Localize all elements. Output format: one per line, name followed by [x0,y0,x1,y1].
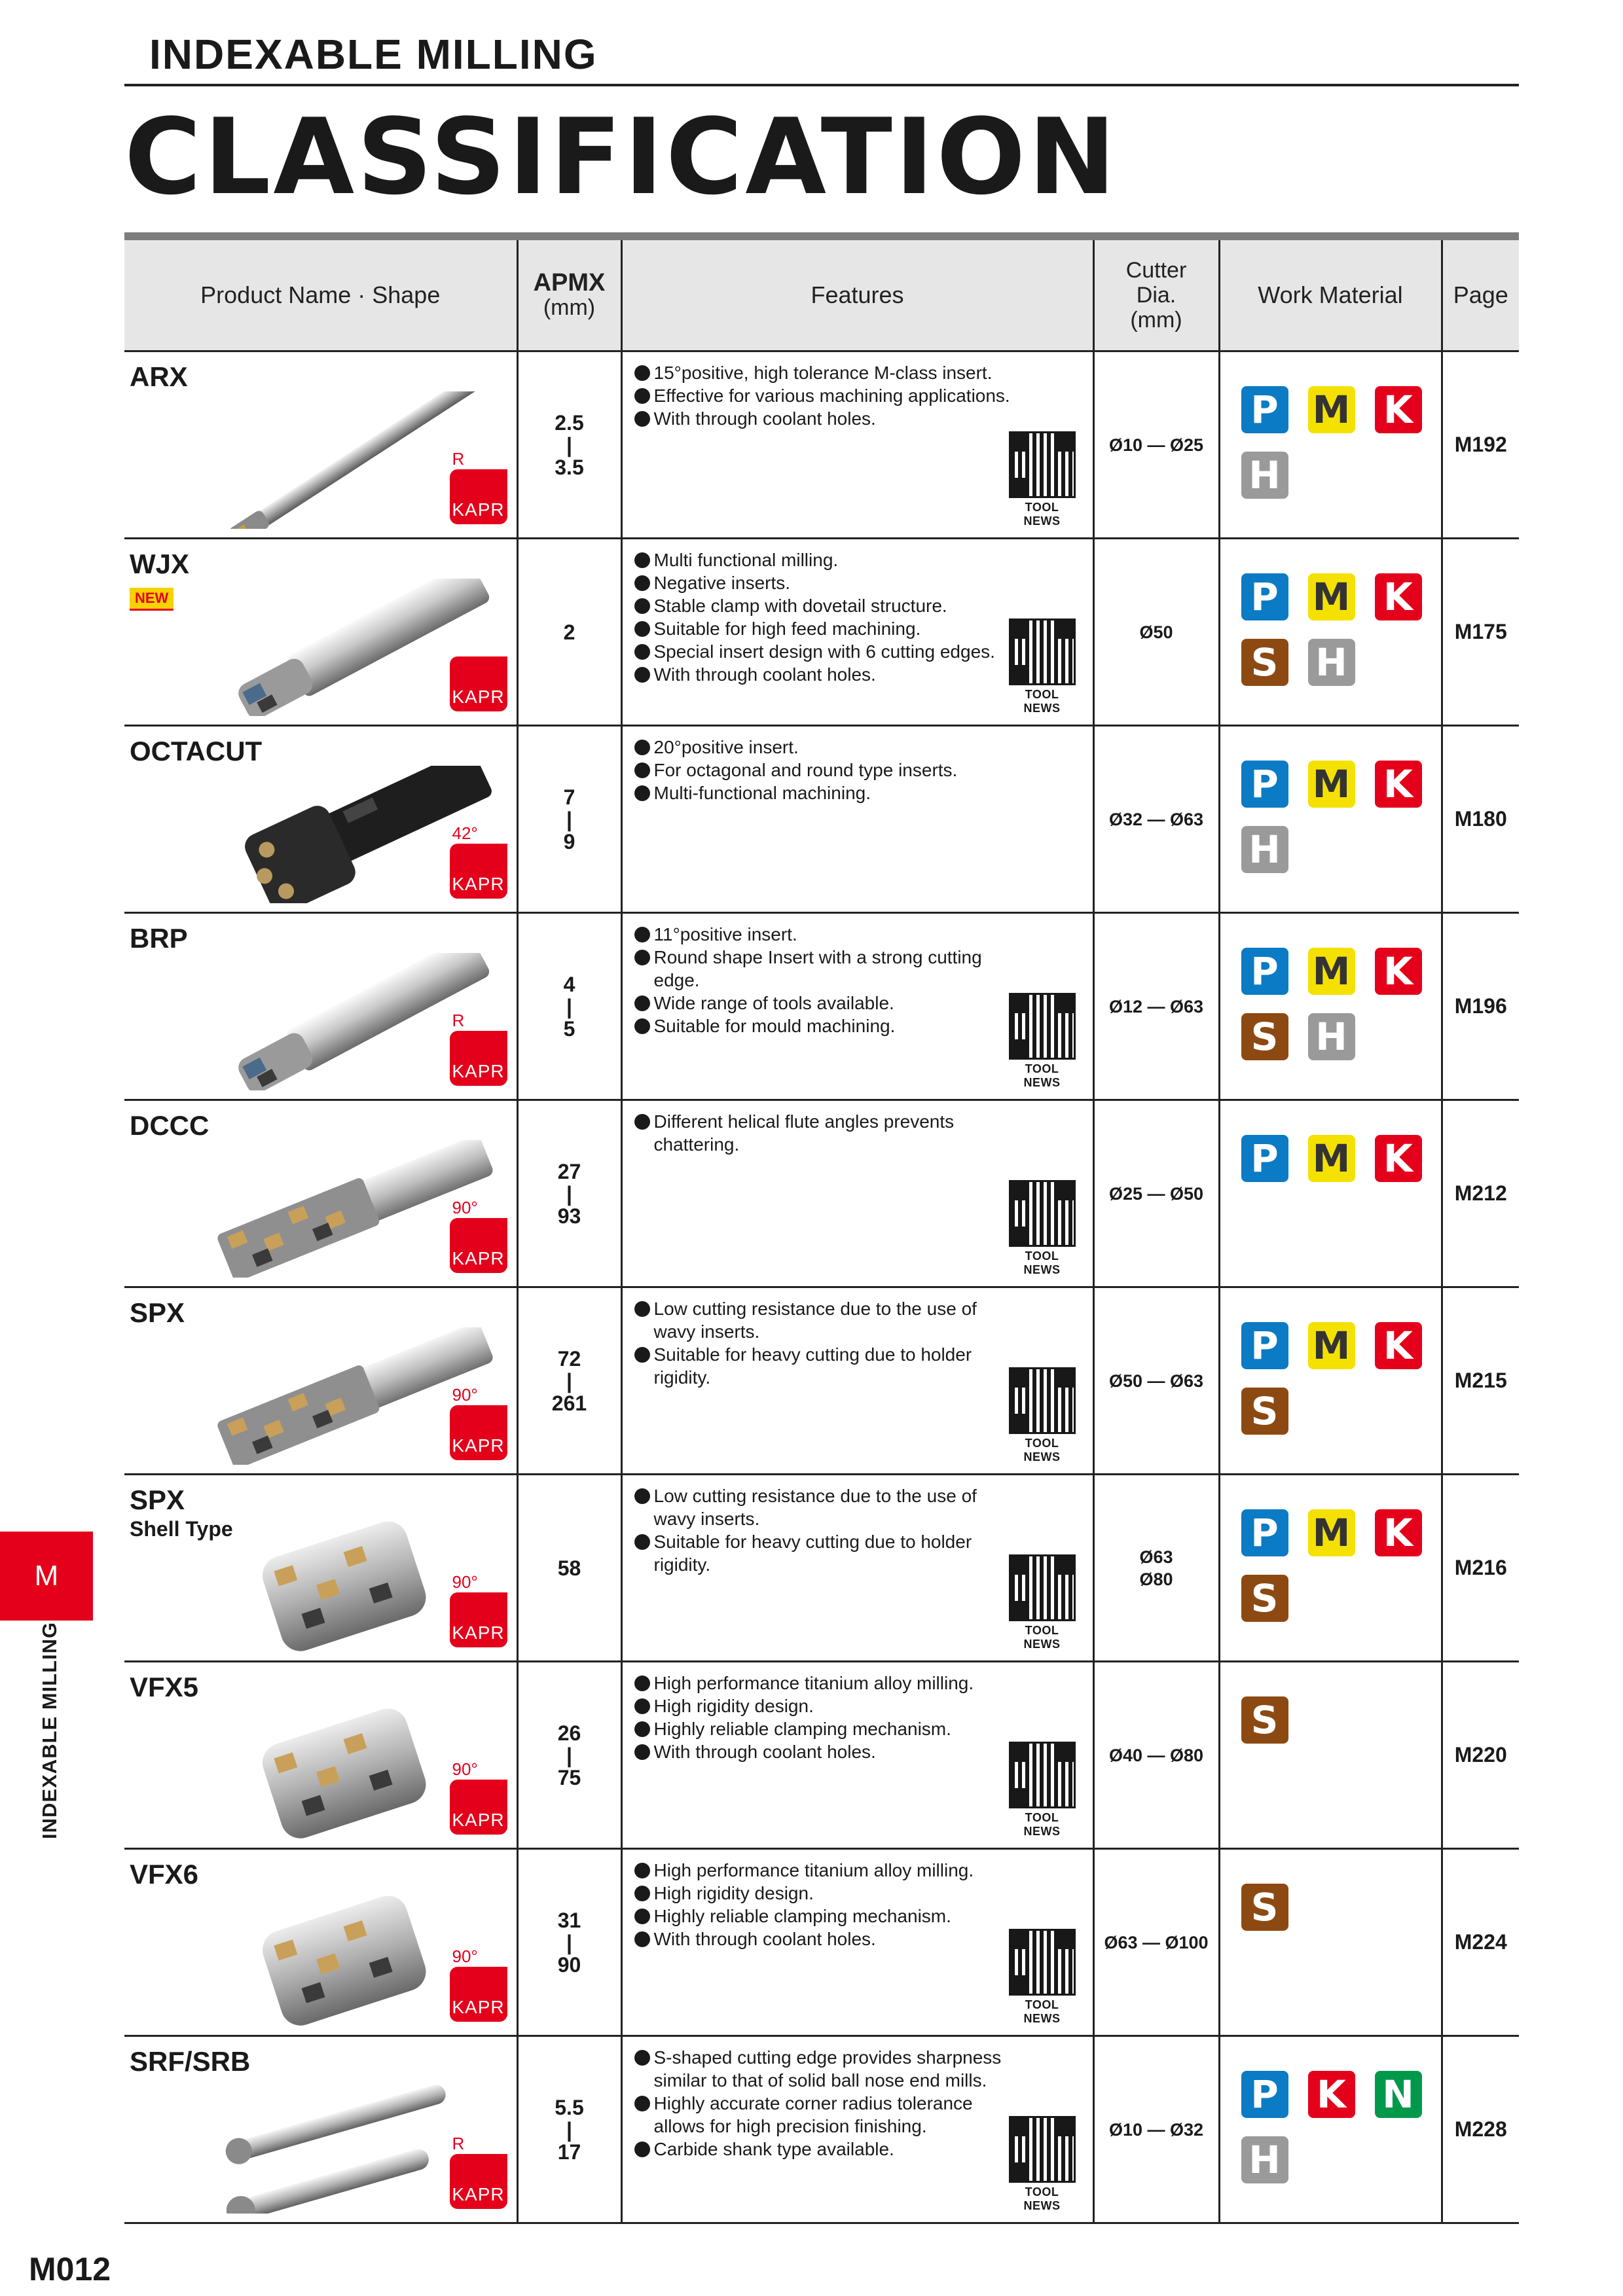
material-s-icon: S [1241,1696,1288,1744]
apmx-cell [517,1100,621,1287]
apmx-value: 93 [557,1204,581,1228]
table-row [124,1287,1519,1475]
header-apmx: APMX (mm) [517,240,621,351]
feature-item: Suitable for high feed machining. [634,617,1021,640]
feature-item: Stable clamp with dovetail structure. [634,594,1021,617]
kapr-badge: KAPR [450,1592,507,1647]
cutter-dia-cell [1093,1475,1219,1662]
feature-item: Carbide shank type available. [634,2138,1021,2161]
product-name[interactable]: VFX5 [130,1672,199,1702]
feature-item: Multi functional milling. [634,548,1021,571]
product-name[interactable]: ARX [130,361,188,392]
table-header-row [124,240,1519,351]
feature-item: High rigidity design. [634,1695,1021,1717]
product-cell [124,1849,517,2036]
feature-item: 20°positive insert. [634,736,1021,759]
features-cell [621,913,1093,1100]
cutter-dia-cell [1093,2036,1219,2223]
apmx-value: 2 [563,620,575,644]
material-s-icon: S [1241,1388,1288,1435]
feature-item: Special insert design with 6 cutting edges. [634,640,1021,663]
product-subtitle: Shell Type [130,1517,233,1541]
material-h-icon: H [1241,2136,1288,2183]
feature-item: Suitable for heavy cutting due to holder rigidity. [634,1530,1021,1576]
page-reference[interactable]: M212 [1442,1100,1519,1287]
tool-news-qr[interactable] [1006,2116,1078,2213]
table-row [124,351,1519,539]
cutter-dia-value: Ø32 — Ø63 [1108,809,1204,829]
material-s-icon: S [1241,1884,1288,1931]
feature-item: Different helical flute angles prevents chattering. [634,1110,1021,1156]
page-reference[interactable]: M228 [1442,2036,1519,2223]
apmx-value: 7 [563,785,575,809]
apmx-cell [517,726,621,913]
kapr-angle: 90° [452,1946,478,1966]
cutter-dia-cell [1093,726,1219,913]
feature-item: For octagonal and round type inserts. [634,759,1021,781]
cutter-dia-value: Ø50 [1139,622,1173,642]
apmx-cell [517,351,621,539]
material-k-icon: K [1308,2071,1355,2118]
feature-item: Highly reliable clamping mechanism. [634,1905,1021,1928]
material-k-icon: K [1375,1322,1422,1369]
kapr-angle: 42° [452,823,478,843]
feature-item: Low cutting resistance due to the use of wavy inserts. [634,1484,1021,1530]
cutter-dia-cell [1093,539,1219,726]
feature-item: Suitable for mould machining. [634,1014,1021,1037]
material-p-icon: P [1241,1135,1288,1182]
qr-label: TOOL NEWS [1023,1624,1061,1651]
work-material-cell [1219,1662,1442,1849]
cutter-dia-cell [1093,1662,1219,1849]
material-s-icon: S [1241,1575,1288,1622]
apmx-cell [517,2036,621,2223]
product-cell [124,726,517,913]
material-m-icon: M [1308,573,1355,620]
feature-item: Round shape Insert with a strong cutting edge. [634,946,1021,992]
kapr-angle: R [452,1011,465,1030]
material-p-icon: P [1241,573,1288,620]
qr-label: TOOL NEWS [1023,1998,1061,2025]
kapr-badge: KAPR [450,1967,507,2022]
apmx-value: | [566,1181,572,1206]
feature-item: With through coolant holes. [634,407,1021,430]
table-row [124,2036,1519,2223]
cutter-dia-value: Ø10 — Ø32 [1108,2119,1204,2140]
page-reference[interactable]: M175 [1442,539,1519,726]
kapr-angle: R [452,449,465,469]
material-n-icon: N [1375,2071,1422,2118]
material-p-icon: P [1241,2071,1288,2118]
table-row [124,1662,1519,1849]
feature-item: Low cutting resistance due to the use of wavy inserts. [634,1297,1021,1343]
apmx-cell [517,1662,621,1849]
apmx-value: 75 [557,1765,581,1789]
apmx-value: 58 [557,1556,581,1580]
kapr-badge: KAPR [450,844,507,899]
apmx-value: | [566,2117,572,2142]
qr-label: TOOL NEWS [1023,1437,1061,1463]
cutter-dia-cell [1093,1100,1219,1287]
apmx-cell [517,539,621,726]
product-cell [124,913,517,1100]
kapr-angle: R [452,2134,465,2153]
page-reference[interactable]: M215 [1442,1287,1519,1475]
page-reference[interactable]: M220 [1442,1662,1519,1849]
side-section-label: INDEXABLE MILLING [38,1621,61,1839]
apmx-value: 3.5 [555,455,584,479]
product-name[interactable]: OCTACUT [130,736,263,766]
features-cell [621,1100,1093,1287]
kapr-badge: KAPR [450,1218,507,1273]
features-cell [621,1662,1093,1849]
features-cell [621,726,1093,913]
qr-code-icon [1009,431,1076,498]
apmx-value: | [566,994,572,1018]
apmx-value: 17 [557,2140,581,2164]
material-h-icon: H [1308,1013,1355,1060]
product-name[interactable]: DCCC [130,1110,210,1141]
cutter-dia-cell [1093,1287,1219,1475]
tool-news-qr[interactable] [1006,619,1078,715]
apmx-cell [517,913,621,1100]
product-cell [124,1287,517,1475]
product-cell [124,1100,517,1287]
qr-code-icon [1009,1180,1076,1247]
table-top-rule [124,232,1519,240]
product-cell [124,1475,517,1662]
material-m-icon: M [1308,948,1355,995]
apmx-value: 26 [557,1721,581,1745]
apmx-value: 2.5 [555,410,584,435]
qr-code-icon [1009,1929,1076,1996]
apmx-cell [517,1287,621,1475]
apmx-value: 72 [557,1346,581,1371]
material-m-icon: M [1308,1135,1355,1182]
apmx-value: | [566,1930,572,1954]
work-material-cell [1219,539,1442,726]
features-cell [621,2036,1093,2223]
cutter-dia-value: Ø12 — Ø63 [1108,996,1204,1016]
material-k-icon: K [1375,386,1422,433]
work-material-cell [1219,351,1442,539]
work-material-cell [1219,2036,1442,2223]
qr-label: TOOL NEWS [1023,688,1061,715]
cutter-dia-value: Ø63 [1139,1547,1173,1567]
feature-item: S-shaped cutting edge provides sharpness similar to that of solid ball nose end mills. [634,2046,1021,2092]
page-reference[interactable]: M216 [1442,1475,1519,1662]
qr-code-icon [1009,1367,1076,1434]
material-k-icon: K [1375,761,1422,808]
title-rule [124,84,1519,86]
work-material-cell [1219,1475,1442,1662]
kapr-badge: KAPR [450,1405,507,1460]
kapr-badge: KAPR [450,2154,507,2209]
features-cell [621,351,1093,539]
table-row [124,913,1519,1100]
material-p-icon: P [1241,386,1288,433]
product-cell [124,351,517,539]
header-features: Features [621,240,1093,351]
material-p-icon: P [1241,1322,1288,1369]
feature-item: 15°positive, high tolerance M-class insert. [634,361,1021,384]
feature-item: Multi-functional machining. [634,781,1021,804]
product-name[interactable]: SPX [130,1297,185,1328]
header-product: Product Name · Shape [124,240,517,351]
apmx-value: | [566,1369,572,1393]
qr-code-icon [1009,1742,1076,1808]
tool-news-qr[interactable] [1006,1554,1078,1651]
kapr-angle: 90° [452,1759,478,1779]
material-m-icon: M [1308,386,1355,433]
apmx-cell [517,1475,621,1662]
qr-label: TOOL NEWS [1023,2185,1061,2212]
apmx-value: 4 [563,972,575,996]
material-p-icon: P [1241,1509,1288,1556]
feature-item: High performance titanium alloy milling. [634,1672,1021,1695]
feature-item: Wide range of tools available. [634,992,1021,1014]
feature-item: With through coolant holes. [634,663,1021,686]
kapr-angle: 90° [452,1385,478,1405]
tool-news-qr[interactable] [1006,1929,1078,2026]
cutter-dia-value: Ø63 — Ø100 [1104,1932,1209,1952]
work-material-cell [1219,913,1442,1100]
tool-news-qr[interactable] [1006,431,1078,528]
product-name[interactable]: WJX [130,548,190,579]
header-page: Page [1442,240,1519,351]
cutter-dia-value: Ø40 — Ø80 [1108,1745,1204,1765]
qr-label: TOOL NEWS [1023,1249,1061,1276]
feature-item: With through coolant holes. [634,1740,1021,1763]
new-badge: NEW [130,588,173,611]
material-h-icon: H [1241,452,1288,499]
page-reference[interactable]: M224 [1442,1849,1519,2036]
material-p-icon: P [1241,948,1288,995]
work-material-cell [1219,1849,1442,2036]
product-name[interactable]: SPX [130,1484,185,1515]
product-cell [124,539,517,726]
material-s-icon: S [1241,1013,1288,1060]
apmx-value: 27 [557,1159,581,1183]
header-work-material: Work Material [1219,240,1442,351]
cutter-dia-cell [1093,351,1219,539]
qr-code-icon [1009,993,1076,1060]
features-cell [621,1849,1093,2036]
classification-table [124,240,1519,2224]
cutter-dia-cell [1093,1849,1219,2036]
feature-item: 11°positive insert. [634,923,1021,946]
cutter-dia-value: Ø50 — Ø63 [1108,1371,1204,1391]
tool-news-qr[interactable] [1006,993,1078,1090]
table-row [124,1475,1519,1662]
apmx-value: | [566,433,572,457]
page-reference[interactable]: M180 [1442,726,1519,913]
apmx-value: 31 [557,1908,581,1932]
tool-news-qr[interactable] [1006,1367,1078,1464]
apmx-value: 9 [563,829,575,853]
apmx-value: 5.5 [555,2095,584,2119]
kapr-badge: KAPR [450,469,507,524]
kapr-angle: 90° [452,1572,478,1592]
page-number: M012 [29,2251,111,2287]
features-cell [621,539,1093,726]
material-k-icon: K [1375,1509,1422,1556]
apmx-cell [517,1849,621,2036]
kapr-badge: KAPR [450,656,507,711]
tool-news-qr[interactable] [1006,1180,1078,1277]
header-cutter-dia: Cutter Dia. (mm) [1093,240,1219,351]
feature-item: Highly accurate corner radius tolerance allows for high precision finishing. [634,2092,1021,2138]
qr-code-icon [1009,2116,1076,2183]
apmx-value: | [566,1743,572,1767]
features-cell [621,1287,1093,1475]
cutter-dia-value: Ø25 — Ø50 [1108,1183,1204,1204]
material-s-icon: S [1241,639,1288,686]
kapr-angle: 90° [452,1198,478,1217]
material-k-icon: K [1375,1135,1422,1182]
material-k-icon: K [1375,573,1422,620]
section-tab[interactable]: M [0,1532,93,1621]
page-reference[interactable]: M196 [1442,913,1519,1100]
material-m-icon: M [1308,761,1355,808]
cutter-dia-cell [1093,913,1219,1100]
feature-item: Highly reliable clamping mechanism. [634,1717,1021,1740]
qr-code-icon [1009,1554,1076,1621]
product-name[interactable]: BRP [130,923,188,954]
qr-label: TOOL NEWS [1023,1062,1061,1089]
cutter-dia-value: Ø10 — Ø25 [1108,435,1204,455]
qr-label: TOOL NEWS [1023,1811,1061,1838]
page-reference[interactable]: M192 [1442,351,1519,539]
product-name[interactable]: SRF/SRB [130,2046,251,2077]
features-cell [621,1475,1093,1662]
apmx-value: | [566,807,572,831]
page-title: CLASSIFICATION [124,96,1119,218]
apmx-value: 5 [563,1016,575,1041]
apmx-value: 90 [557,1952,581,1977]
work-material-cell [1219,1100,1442,1287]
product-cell [124,2036,517,2223]
kapr-badge: KAPR [450,1780,507,1835]
cutter-dia-value: Ø80 [1139,1569,1173,1589]
table-row [124,726,1519,913]
material-h-icon: H [1308,639,1355,686]
material-p-icon: P [1241,761,1288,808]
feature-item: Suitable for heavy cutting due to holder rigidity. [634,1343,1021,1389]
material-m-icon: M [1308,1322,1355,1369]
section-title: INDEXABLE MILLING [149,31,598,78]
feature-item: High performance titanium alloy milling. [634,1859,1021,1882]
feature-item: High rigidity design. [634,1882,1021,1905]
apmx-value: 261 [551,1391,587,1415]
feature-item: With through coolant holes. [634,1928,1021,1950]
table-row [124,1849,1519,2036]
material-k-icon: K [1375,948,1422,995]
product-cell [124,1662,517,1849]
work-material-cell [1219,1287,1442,1475]
table-row [124,1100,1519,1287]
material-h-icon: H [1241,826,1288,873]
qr-label: TOOL NEWS [1023,501,1061,528]
feature-item: Effective for various machining applications. [634,384,1021,407]
table-row [124,539,1519,726]
qr-code-icon [1009,619,1076,685]
kapr-badge: KAPR [450,1031,507,1086]
feature-item: Negative inserts. [634,571,1021,594]
material-m-icon: M [1308,1509,1355,1556]
product-name[interactable]: VFX6 [130,1859,199,1890]
tool-news-qr[interactable] [1006,1742,1078,1839]
work-material-cell [1219,726,1442,913]
